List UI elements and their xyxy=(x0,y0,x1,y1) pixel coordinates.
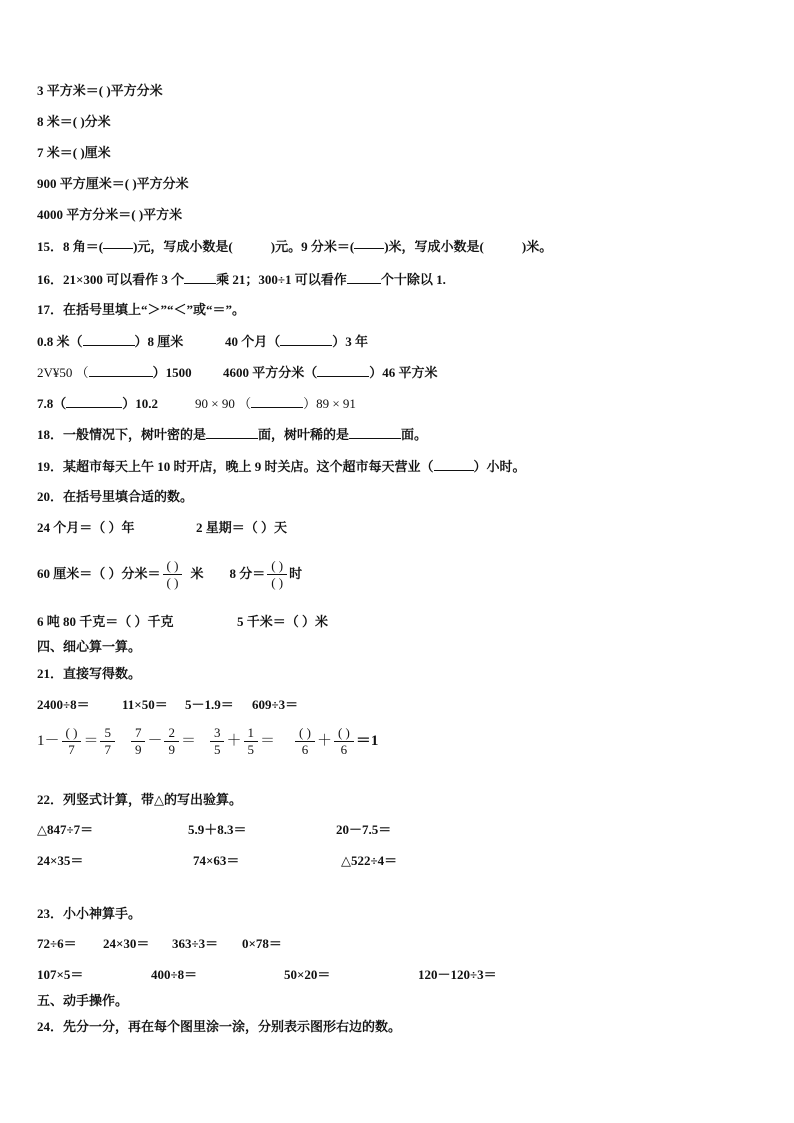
q17-text: 7.8（ xyxy=(37,396,67,411)
q21-op: ＝ xyxy=(180,733,196,749)
q17-row xyxy=(195,395,356,412)
q23-item: 72÷6＝ xyxy=(37,936,77,951)
q23-item: 363÷3＝ xyxy=(172,936,219,951)
q18-blank[interactable] xyxy=(206,426,258,439)
q20-title: 20．在括号里填合适的数。 xyxy=(37,489,194,504)
conversion-item: 4000 平方分米＝( )平方米 xyxy=(37,207,183,222)
fraction-numerator: ( ) xyxy=(163,558,183,575)
q16-text: 16．21×300 可以看作 3 个 xyxy=(37,272,185,287)
q21-item: 11×50＝ xyxy=(122,697,168,712)
q17-blank[interactable] xyxy=(317,364,369,377)
q21-op: ＝ xyxy=(260,733,276,749)
fraction-numerator: 5 xyxy=(100,725,115,742)
q21-op: 1－ xyxy=(37,733,60,749)
q17-text: 4600 平方分米（ xyxy=(223,365,318,380)
q23-item: 50×20＝ xyxy=(284,967,331,982)
q20-item: 2 星期＝（ ）天 xyxy=(196,520,288,535)
q20-text: 60 厘米＝（ ）分米＝ xyxy=(37,566,161,581)
fraction-denominator: 5 xyxy=(213,741,221,757)
q17-blank[interactable] xyxy=(251,395,303,408)
fraction xyxy=(100,725,115,758)
q15-text: )米，写成小数是( xyxy=(384,239,484,254)
fraction-denominator: 6 xyxy=(340,741,348,757)
q15-text: )元。9 分米＝( xyxy=(270,239,355,254)
fraction-numerator: 3 xyxy=(210,725,225,742)
q17-blank[interactable] xyxy=(66,395,122,408)
fraction xyxy=(210,725,225,758)
q23-title: 23．小小神算手。 xyxy=(37,906,142,921)
fraction[interactable] xyxy=(267,558,287,591)
q15-text: 15．8 角＝( xyxy=(37,239,104,254)
q22-item: 24×35＝ xyxy=(37,853,84,868)
q17-text: 2V¥50 （ xyxy=(37,365,89,380)
q15-text: )米。 xyxy=(521,239,553,254)
q21-fraction-row xyxy=(37,718,378,764)
q20-text: 8 分＝ xyxy=(229,566,266,581)
q17-row xyxy=(37,364,192,381)
fraction-denominator: 9 xyxy=(134,741,142,757)
q19-text: ）小时。 xyxy=(473,459,526,474)
question-16 xyxy=(37,271,446,288)
question-15 xyxy=(37,239,552,255)
q17-text: 40 个月（ xyxy=(225,334,281,349)
fraction[interactable] xyxy=(295,725,315,758)
fraction-numerator: 2 xyxy=(164,725,179,742)
q16-text: 个十除以 1. xyxy=(380,272,446,287)
fraction-denominator: 9 xyxy=(168,741,175,757)
q21-op: ＋ xyxy=(226,733,242,749)
conversion-item: 7 米＝( )厘米 xyxy=(37,145,111,160)
q18-text: 18．一般情况下，树叶密的是 xyxy=(37,427,207,442)
q22-title: 22．列竖式计算，带△的写出验算。 xyxy=(37,792,242,807)
q21-item: 2400÷8＝ xyxy=(37,697,90,712)
q22-item: 20－7.5＝ xyxy=(336,822,392,837)
q21-op: ＝1 xyxy=(355,733,379,749)
q17-text: 90 × 90 （ xyxy=(195,396,252,411)
q23-item: 400÷8＝ xyxy=(151,967,198,982)
conversion-item: 900 平方厘米＝( )平方分米 xyxy=(37,176,189,191)
q17-text: ）10.2 xyxy=(122,396,159,411)
q18-text: 面。 xyxy=(401,427,428,442)
q18-blank[interactable] xyxy=(349,426,401,439)
q17-text: ）1500 xyxy=(152,365,192,380)
q17-blank[interactable] xyxy=(89,364,153,377)
q17-row xyxy=(37,333,183,350)
q21-op: ＋ xyxy=(316,733,332,749)
q20-row-fractions xyxy=(37,552,302,596)
q21-item: 5－1.9＝ xyxy=(185,697,234,712)
q17-text: ）3 年 xyxy=(332,334,369,349)
fraction-numerator: ( ) xyxy=(62,725,82,742)
fraction-numerator: 7 xyxy=(131,725,146,742)
fraction-numerator: ( ) xyxy=(295,725,315,742)
q20-item: 5 千米＝（ ）米 xyxy=(237,614,329,629)
q21-op: － xyxy=(147,733,163,749)
q17-row xyxy=(37,395,158,412)
q22-item: 74×63＝ xyxy=(193,853,240,868)
fraction[interactable] xyxy=(62,725,82,758)
q23-item: 107×5＝ xyxy=(37,967,84,982)
q16-blank[interactable] xyxy=(347,271,381,284)
q19-text: 19．某超市每天上午 10 时开店，晚上 9 时关店。这个超市每天营业（ xyxy=(37,459,434,474)
question-19 xyxy=(37,458,526,475)
q20-item: 24 个月＝（ ）年 xyxy=(37,520,135,535)
q20-item: 6 吨 80 千克＝（ ）千克 xyxy=(37,614,174,629)
fraction-numerator: ( ) xyxy=(334,725,354,742)
fraction[interactable] xyxy=(163,558,183,591)
q17-title: 17．在括号里填上“＞”“＜”或“＝”。 xyxy=(37,302,246,317)
q20-unit: 米 xyxy=(190,566,204,581)
question-18 xyxy=(37,426,427,443)
q17-text: ）8 厘米 xyxy=(134,334,184,349)
fraction-numerator: ( ) xyxy=(267,558,287,575)
q17-text: ）46 平方米 xyxy=(369,365,438,380)
fraction-denominator: ( ) xyxy=(271,574,284,590)
q23-item: 24×30＝ xyxy=(103,936,150,951)
fraction xyxy=(164,725,179,758)
q23-item: 120－120÷3＝ xyxy=(418,967,497,982)
q17-row xyxy=(225,333,368,350)
section-heading: 五、动手操作。 xyxy=(37,993,129,1008)
q17-blank[interactable] xyxy=(83,333,135,346)
section-heading: 四、细心算一算。 xyxy=(37,639,142,654)
conversion-item: 8 米＝( )分米 xyxy=(37,114,111,129)
q18-text: 面，树叶稀的是 xyxy=(258,427,350,442)
question-24: 24．先分一分，再在每个图里涂一涂，分别表示图形右边的数。 xyxy=(37,1019,402,1034)
q22-item: △847÷7＝ xyxy=(37,822,94,837)
q17-blank[interactable] xyxy=(280,333,332,346)
q17-text: ）89 × 91 xyxy=(303,396,356,411)
fraction-denominator: 5 xyxy=(247,741,254,757)
q20-unit: 时 xyxy=(289,566,303,581)
q17-row xyxy=(223,364,438,381)
q22-item: 5.9＋8.3＝ xyxy=(188,822,247,837)
q16-text: 乘 21；300÷1 可以看作 xyxy=(216,272,347,287)
fraction-numerator: 1 xyxy=(244,725,259,742)
fraction[interactable] xyxy=(334,725,354,758)
q15-blank[interactable] xyxy=(103,248,133,249)
fraction-denominator: 6 xyxy=(301,741,309,757)
fraction-denominator: 7 xyxy=(68,741,75,757)
q21-item: 609÷3＝ xyxy=(252,697,299,712)
q23-item: 0×78＝ xyxy=(242,936,282,951)
q21-op: ＝ xyxy=(83,733,99,749)
q19-blank[interactable] xyxy=(434,458,474,471)
q17-text: 0.8 米（ xyxy=(37,334,83,349)
q15-blank[interactable] xyxy=(354,248,384,249)
q15-text: )元，写成小数是( xyxy=(133,239,233,254)
conversion-item: 3 平方米＝( )平方分米 xyxy=(37,83,163,98)
q21-title: 21．直接写得数。 xyxy=(37,666,142,681)
q16-blank[interactable] xyxy=(184,271,216,284)
fraction-denominator: ( ) xyxy=(166,574,179,590)
q22-item: △522÷4＝ xyxy=(341,853,398,868)
fraction xyxy=(244,725,259,758)
fraction xyxy=(131,725,146,758)
fraction-denominator: 7 xyxy=(104,741,111,757)
